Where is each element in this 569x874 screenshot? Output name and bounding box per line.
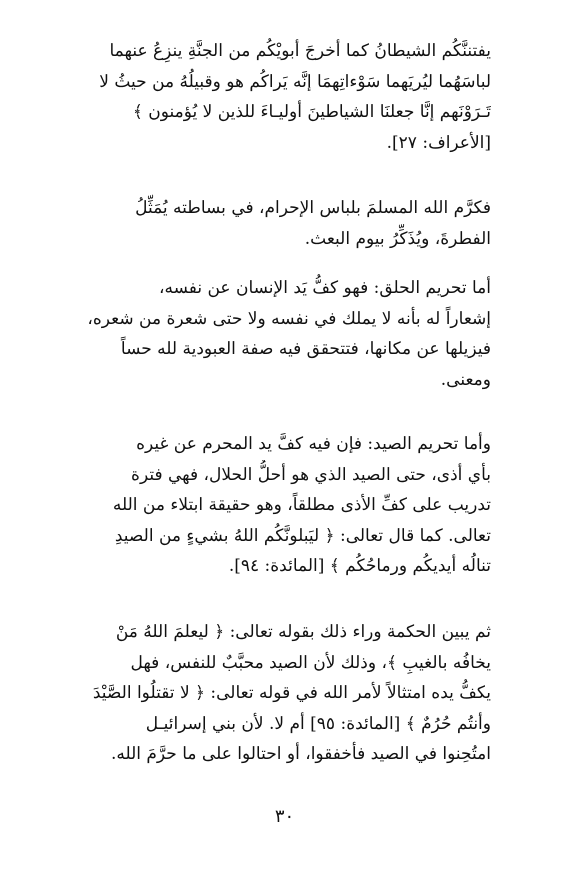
text-line: وأما تحريم الصيد: فإن فيه كفَّ يد المحرم عن غيره xyxy=(136,434,491,454)
paragraph-ihram-clothing xyxy=(81,193,491,254)
text-line: الفطرةَ، ويُذَكِّرُ بيوم البعث. xyxy=(304,228,491,249)
text-line: فكرَّم الله المسلمَ بلباس الإحرام، في بساطته يُمَثِّلُ xyxy=(135,198,491,218)
text-line: أما تحريم الحلق: فهو كفُّ يَد الإنسان عن نفسه، xyxy=(158,278,491,298)
text-line: تدريب على كفِّ الأذى مطلقاً، وهو حقيقة ابتلاء من الله xyxy=(112,495,491,515)
text-line: إشعاراً له بأنه لا يملك في نفسه ولا حتى شعرة من شعره، xyxy=(87,308,491,329)
text-line: امتُحِنوا في الصيد فأخفقوا، أو احتالوا على ما حرَّمَ الله. xyxy=(110,744,491,764)
paragraph-hunting-wisdom xyxy=(81,617,491,770)
text-line: يخافُه بالغيبِ ﴾، وذلك لأن الصيد محبَّبٌ للنفس، فهل xyxy=(130,652,491,673)
text-line: وأنتُم حُرُمٌ ﴾ [المائدة: ٩٥] أم لا. لأن بني إسرائيـل xyxy=(145,713,491,734)
text-line: ومعنى. xyxy=(440,369,491,390)
text-line: [الأعراف: ٢٧]. xyxy=(386,132,491,153)
paragraph-verse-araf xyxy=(81,36,491,158)
paragraph-shaving-prohibition xyxy=(81,273,491,395)
page-number: ٣٠ xyxy=(274,806,295,827)
text-line: تَـرَوْنَهم إنَّا جعلنَا الشياطينَ أوليـاءَ للذين لا يُؤمنون ﴾ xyxy=(132,102,491,122)
text-line: لباسَهُما ليُريَهما سَوْءاتِهمَا إنَّه يَراكُم هو وقبيلُهُ من حيثُ لا xyxy=(99,71,491,92)
paragraph-hunting-prohibition xyxy=(81,429,491,582)
text-line: ثم يبين الحكمة وراء ذلك بقوله تعالى: ﴿ ليعلمَ اللهُ مَنْ xyxy=(115,622,491,642)
text-line: تنالُه أيديكُم ورماحُكُم ﴾ [المائدة: ٩٤]. xyxy=(228,556,491,576)
text-line: يكفُّ يده امتثالاً لأمر الله في قوله تعالى: ﴿ لا تقتلُوا الصَّيْدَ xyxy=(92,683,491,703)
text-line: تعالى. كما قال تعالى: ﴿ ليَبلونَّكُم اللهُ بشيءٍ من الصيدِ xyxy=(114,525,491,546)
text-line: بأي أذى، حتى الصيد الذي هو أحلُّ الحلال، فهي فترة xyxy=(131,464,491,485)
text-line: فيزيلها عن مكانها، فتتحقق فيه صفة العبودية لله حساً xyxy=(120,339,491,359)
text-line: يفتننَّكُم الشيطانُ كما أخرجَ أبويْكُم من الجنَّةِ ينزِعُ عنهما xyxy=(109,41,491,61)
